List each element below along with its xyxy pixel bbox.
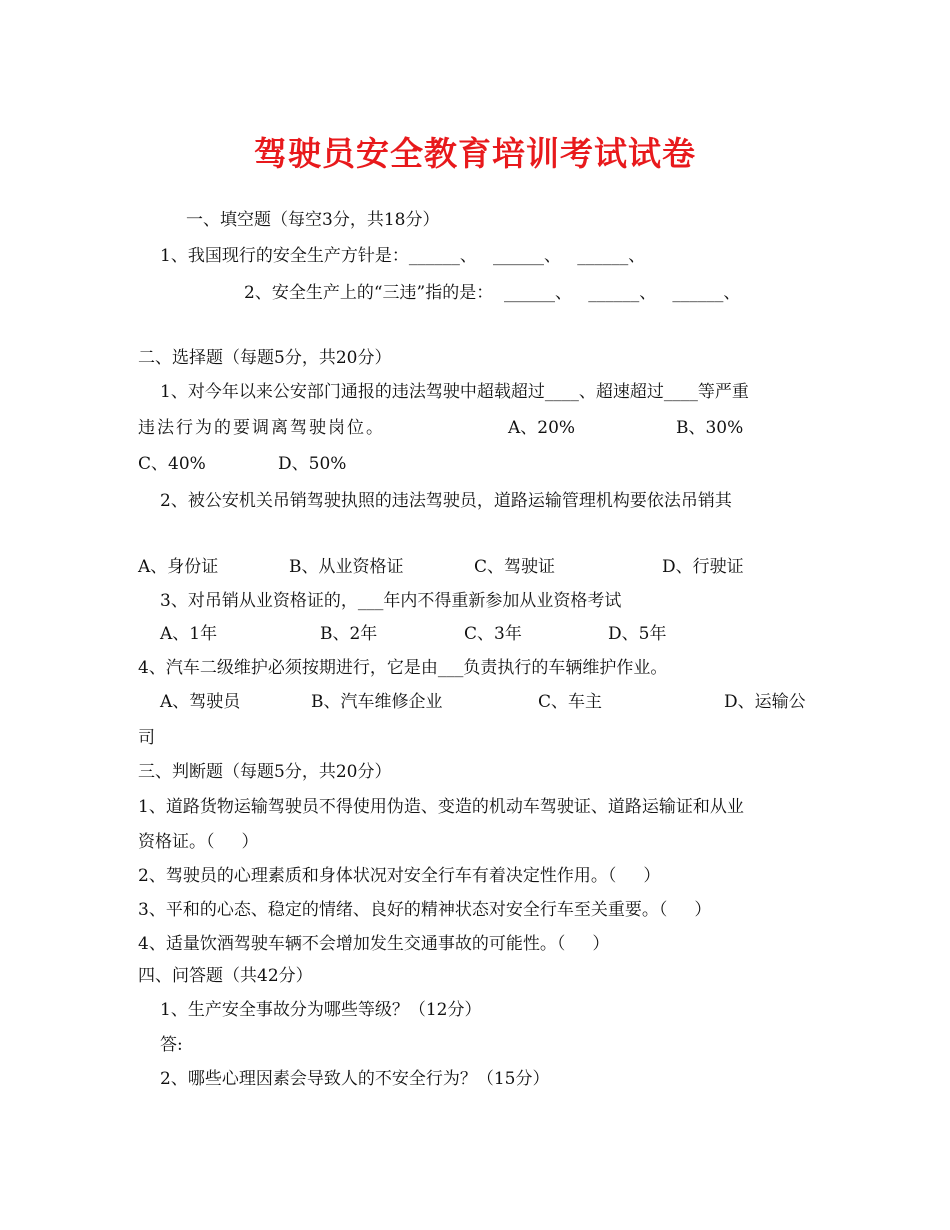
judge-q4: 4、适量饮酒驾驶车辆不会增加发生交通事故的可能性。（ ） xyxy=(138,934,610,954)
choice-q4-option-a: A、驾驶员 xyxy=(160,692,241,712)
choice-q3-option-c: C、3年 xyxy=(464,624,522,644)
choice-q3-option-b: B、2年 xyxy=(320,624,378,644)
essay-q1: 1、生产安全事故分为哪些等级？（12分） xyxy=(160,1000,482,1020)
section-1-heading: 一、填空题（每空3分，共18分） xyxy=(186,210,440,230)
choice-q4-text: 4、汽车二级维护必须按期进行，它是由___负责执行的车辆维护作业。 xyxy=(138,658,668,678)
choice-q1-option-c: C、40% xyxy=(138,454,206,474)
choice-q4-option-d: D、运输公 xyxy=(724,692,806,712)
choice-q3-text: 3、对吊销从业资格证的，___年内不得重新参加从业资格考试 xyxy=(160,591,622,611)
fill-blank-q2: 2、安全生产上的“三违”指的是： ______、 ______、 ______、 xyxy=(244,283,741,303)
choice-q1-line1: 1、对今年以来公安部门通报的违法驾驶中超载超过____、超速超过____等严重 xyxy=(160,382,749,402)
choice-q1-option-d: D、50% xyxy=(278,454,347,474)
judge-q2: 2、驾驶员的心理素质和身体状况对安全行车有着决定性作用。（ ） xyxy=(138,866,661,886)
section-4-heading: 四、问答题（共42分） xyxy=(138,966,313,986)
page-title: 驾驶员安全教育培训考试试卷 xyxy=(254,134,696,173)
choice-q2-option-d: D、行驶证 xyxy=(662,557,744,577)
choice-q2-text: 2、被公安机关吊销驾驶执照的违法驾驶员，道路运输管理机构要依法吊销其 xyxy=(160,491,732,511)
section-2-heading: 二、选择题（每题5分，共20分） xyxy=(138,348,392,368)
choice-q4-option-d-wrap: 司 xyxy=(138,728,155,748)
choice-q2-option-c: C、驾驶证 xyxy=(474,557,556,577)
essay-q2: 2、哪些心理因素会导致人的不安全行为？（15分） xyxy=(160,1069,550,1089)
choice-q4-option-c: C、车主 xyxy=(538,692,603,712)
choice-q3-option-a: A、1年 xyxy=(160,624,218,644)
choice-q1-line2: 违法行为的要调离驾驶岗位。 xyxy=(138,418,385,438)
judge-q1-line2: 资格证。（ ） xyxy=(138,832,259,852)
choice-q2-option-a: A、身份证 xyxy=(138,557,219,577)
choice-q1-option-a: A、20% xyxy=(508,418,576,438)
fill-blank-q1: 1、我国现行的安全生产方针是：______、 ______、 ______、 xyxy=(160,246,646,266)
choice-q3-option-d: D、5年 xyxy=(608,624,667,644)
choice-q2-option-b: B、从业资格证 xyxy=(289,557,404,577)
judge-q1-line1: 1、道路货物运输驾驶员不得使用伪造、变造的机动车驾驶证、道路运输证和从业 xyxy=(138,797,744,817)
choice-q4-option-b: B、汽车维修企业 xyxy=(311,692,443,712)
section-3-heading: 三、判断题（每题5分，共20分） xyxy=(138,762,392,782)
choice-q1-option-b: B、30% xyxy=(676,418,744,438)
judge-q3: 3、平和的心态、稳定的情绪、良好的精神状态对安全行车至关重要。（ ） xyxy=(138,900,712,920)
essay-q1-answer-label: 答: xyxy=(160,1035,183,1055)
